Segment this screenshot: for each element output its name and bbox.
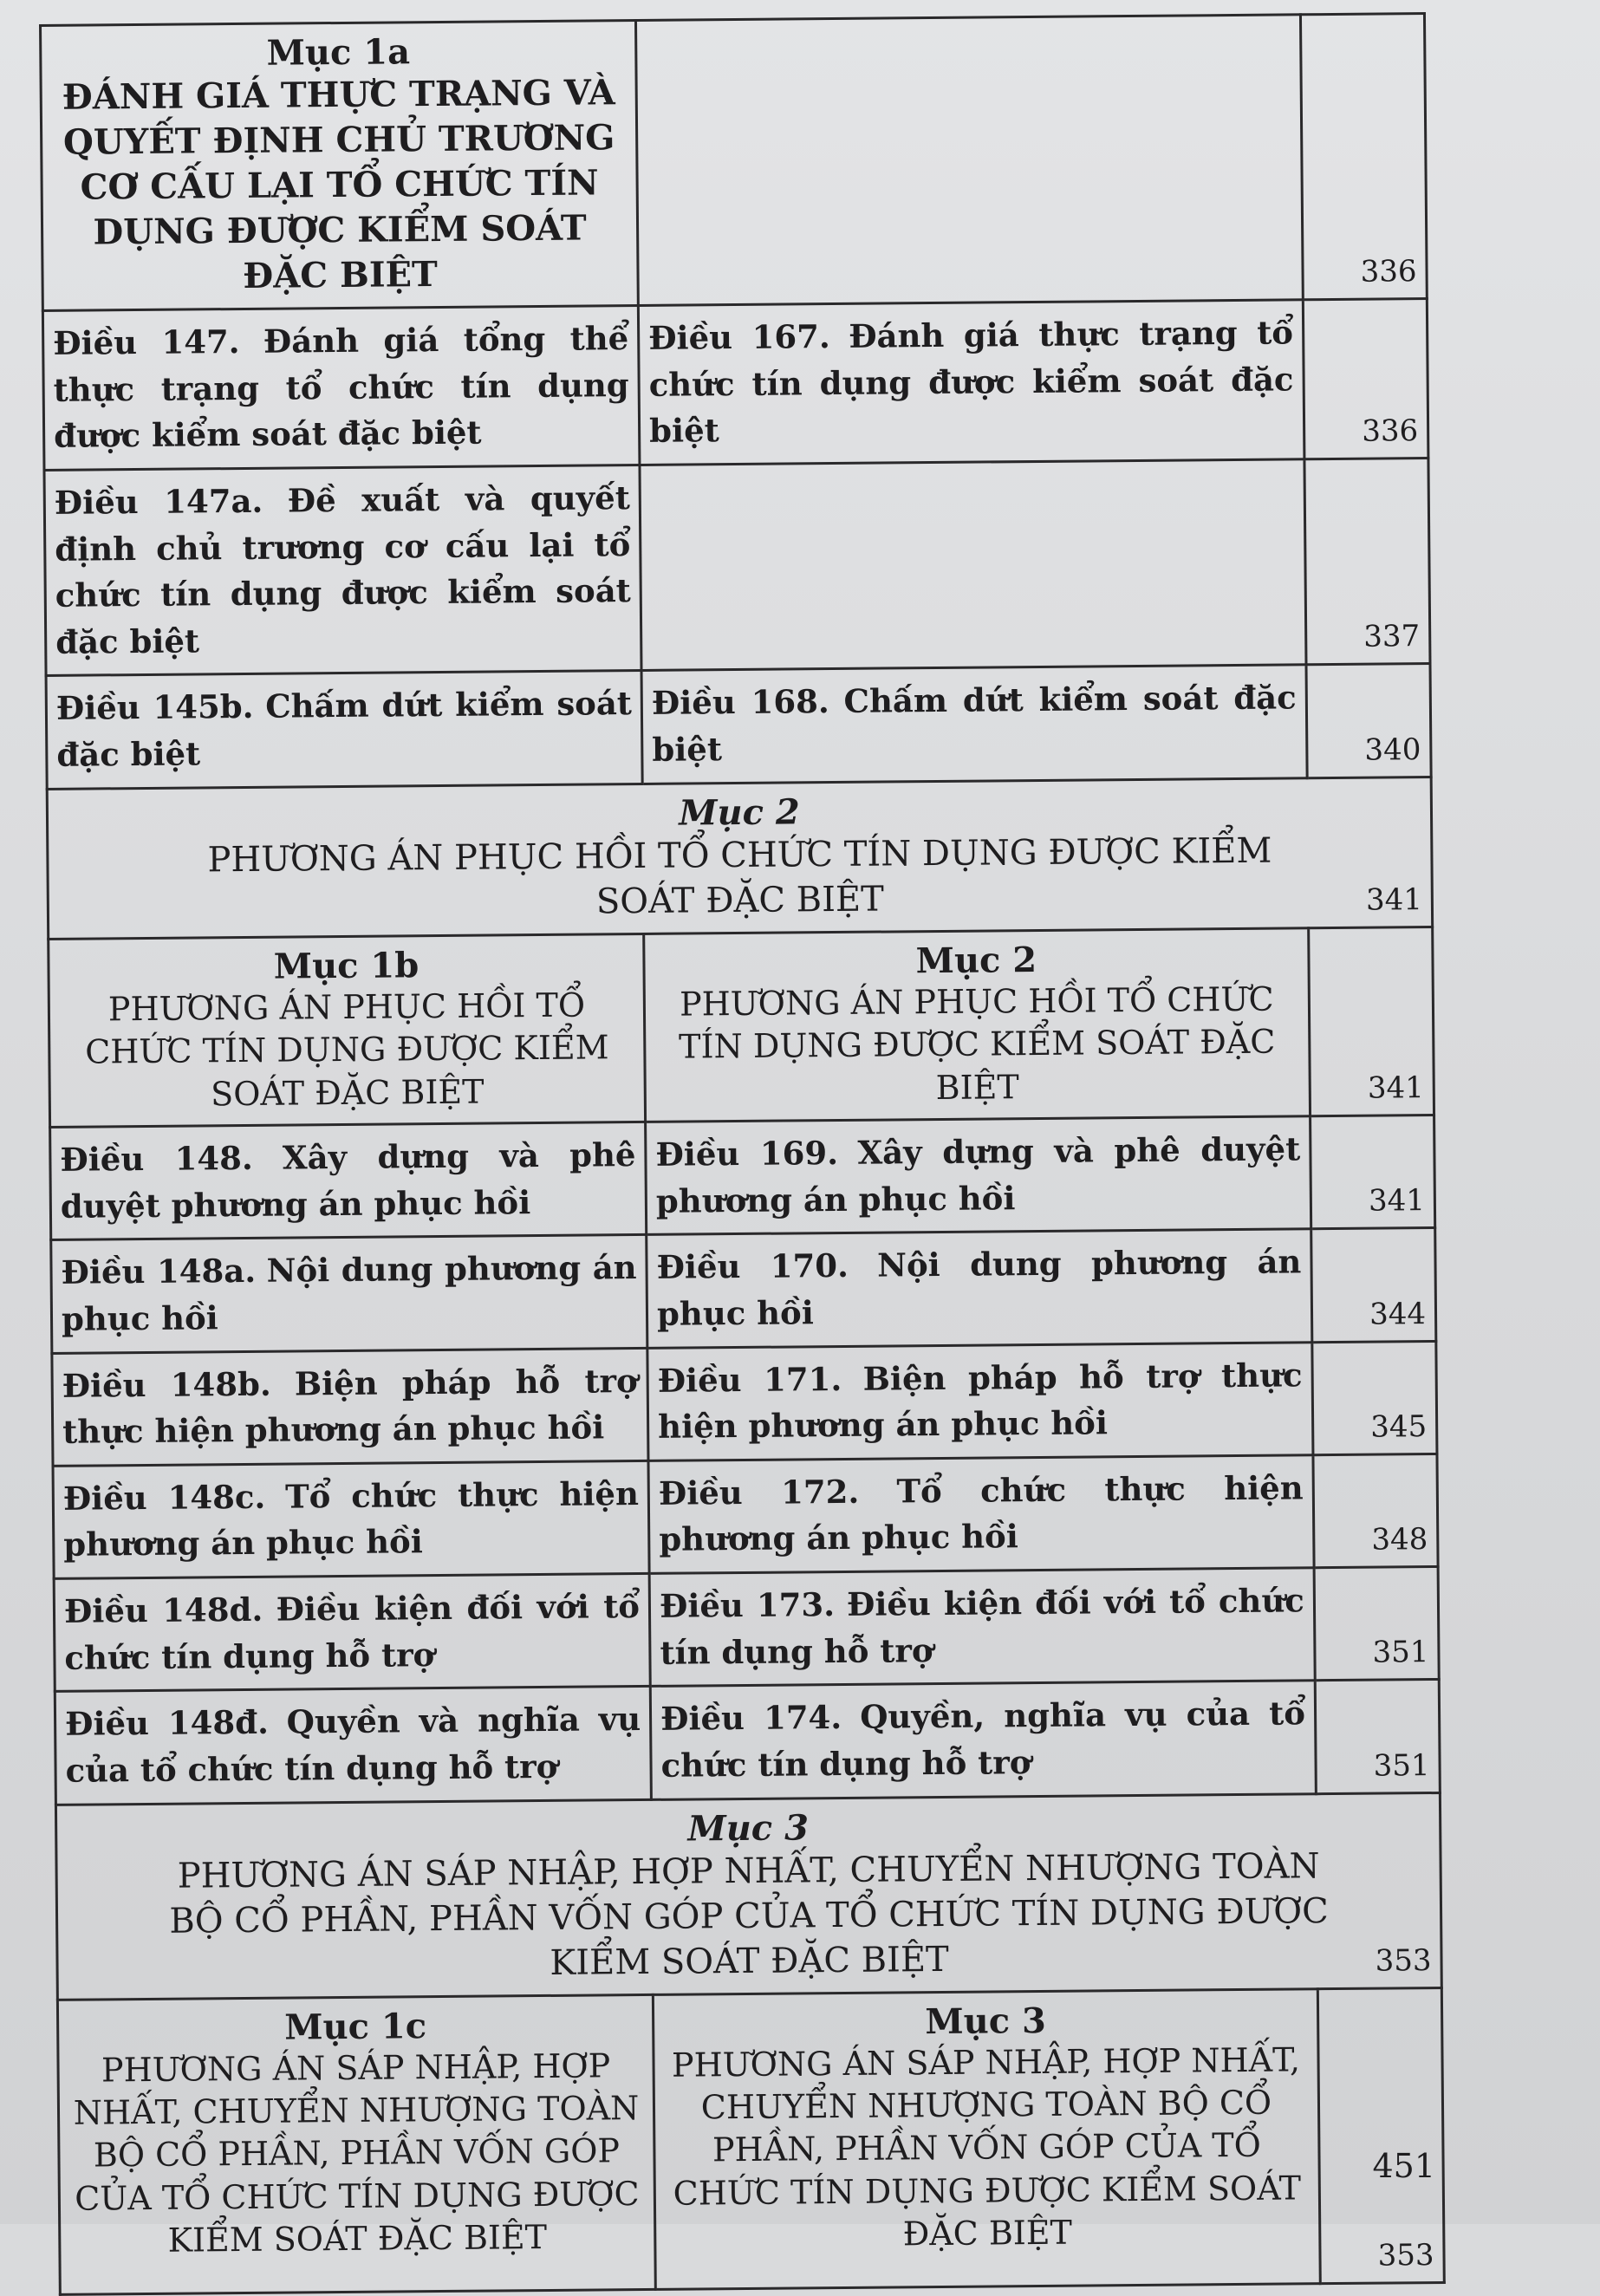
article-title: Nội dung phương án phục hồi (61, 1248, 637, 1338)
article-number: Điều 172. (658, 1472, 860, 1512)
left-article-cell (54, 1573, 650, 1691)
section-label: Mục 1a (266, 31, 411, 74)
page-ref: 348 (1313, 1454, 1438, 1568)
right-section-cell (644, 928, 1311, 1122)
right-article-cell (649, 1568, 1315, 1687)
article-title: Đề xuất và quyết định chủ trương cơ cấu lại tổ chức tín dụng được kiểm soát đặc biệt (55, 478, 631, 661)
page-ref: 353 (1375, 1942, 1432, 1979)
article-title: Điều kiện đối với tổ chức tín dụng hỗ trợ (660, 1581, 1304, 1672)
toc-row-article (51, 1228, 1436, 1353)
article-number: Điều 171. (657, 1359, 842, 1400)
article-title: Tổ chức thực hiện phương án phục hồi (659, 1468, 1304, 1559)
right-article-cell (641, 665, 1307, 784)
spanning-section-cell (47, 777, 1432, 939)
page-number: 451 (1372, 2147, 1435, 2185)
right-article-cell (640, 459, 1306, 671)
article-title: Đánh giá thực trạng tổ chức tín dụng được kiểm soát đặc biệt (648, 313, 1294, 451)
article-title: Biện pháp hỗ trợ thực hiện phương án phục hồi (658, 1355, 1303, 1446)
toc-row-article (52, 1341, 1437, 1466)
article-number: Điều 147a. (54, 481, 263, 522)
comparison-toc-table (39, 12, 1446, 2295)
article-number: Điều 167. (648, 317, 830, 357)
article-number: Điều 148d. (63, 1590, 263, 1630)
page-ref: 336 (1300, 14, 1427, 300)
article-title: Xây dựng và phê duyệt phương án phục hồi (655, 1129, 1301, 1220)
article-number: Điều 148c. (62, 1477, 266, 1518)
right-article-cell (648, 1455, 1314, 1574)
article-number: Điều 174. (660, 1698, 842, 1739)
left-section-cell (49, 933, 646, 1127)
toc-row-article (55, 1680, 1440, 1805)
toc-row-article (53, 1454, 1438, 1578)
article-title: Điều kiện đối với tổ chức tín dụng hỗ trợ (64, 1587, 641, 1677)
article-number: Điều 170. (656, 1246, 849, 1287)
section-label: Mục 1c (284, 2005, 427, 2048)
article-title: Nội dung phương án phục hồi (656, 1242, 1302, 1333)
article-number: Điều 148. (60, 1138, 253, 1179)
article-title: Quyền và nghĩa vụ của tổ chức tín dụng hỗ trợ (65, 1700, 641, 1790)
article-number: Điều 147. (53, 322, 240, 362)
section-title: PHƯƠNG ÁN SÁP NHẬP, HỢP NHẤT, CHUYỂN NHƯỢNG TOÀN BỘ CỔ PHẦN, PHẦN VỐN GÓP CỦA TỔ CHỨC TÍN DỤNG ĐƯỢC KIỂM SOÁT ĐẶC BIỆT (169, 1845, 1329, 1983)
right-article-cell (638, 300, 1304, 465)
left-article-cell (44, 465, 641, 676)
left-article-cell (53, 1460, 649, 1578)
page-ref: 341 (1308, 927, 1434, 1115)
left-article-cell (55, 1687, 651, 1805)
page-ref: 351 (1315, 1680, 1440, 1794)
right-section-cell (653, 1988, 1320, 2289)
right-article-cell (646, 1116, 1311, 1235)
toc-row-section-pair (57, 1987, 1444, 2294)
section-label: Mục 3 (687, 1806, 810, 1850)
article-title: Quyền, nghĩa vụ của tổ chức tín dụng hỗ trợ (660, 1694, 1306, 1785)
left-article-cell (50, 1122, 647, 1239)
page-ref: 353 (1317, 1987, 1444, 2283)
section-title: PHƯƠNG ÁN PHỤC HỒI TỔ CHỨC TÍN DỤNG ĐƯỢC KIỂM SOÁT ĐẶC BIỆT (207, 830, 1272, 922)
article-number: Điều 169. (655, 1133, 839, 1174)
section-title: PHƯƠNG ÁN SÁP NHẬP, HỢP NHẤT, CHUYỂN NHƯỢNG TOÀN BỘ CỔ PHẦN, PHẦN VỐN GÓP CỦA TỔ CHỨC TÍN DỤNG ĐƯỢC KIỂM SOÁT ĐẶC BIỆT (671, 2040, 1302, 2254)
article-number: Điều 148a. (61, 1252, 257, 1292)
section-label: Mục 2 (679, 791, 800, 834)
article-title: Chấm dứt kiểm soát đặc biệt (56, 684, 633, 774)
left-article-cell (52, 1348, 648, 1466)
left-article-cell (42, 305, 640, 470)
section-title: PHƯƠNG ÁN PHỤC HỒI TỔ CHỨC TÍN DỤNG ĐƯỢC KIỂM SOÁT ĐẶC BIỆT (678, 979, 1276, 1107)
left-section-cell (57, 1994, 655, 2294)
page-ref: 341 (1365, 881, 1423, 918)
left-article-cell (51, 1235, 647, 1353)
article-title: Tổ chức thực hiện phương án phục hồi (63, 1473, 640, 1564)
article-number: Điều 148b. (62, 1364, 271, 1405)
right-empty-cell (636, 15, 1304, 306)
toc-row-section-span (55, 1792, 1441, 2000)
spanning-section-cell (55, 1792, 1441, 2000)
article-number: Điều 148đ. (64, 1703, 270, 1744)
section-label: Mục 1b (273, 944, 420, 987)
right-article-cell (647, 1342, 1313, 1460)
toc-row-article (42, 299, 1428, 471)
toc-row-section-pair (49, 927, 1434, 1127)
page-ref: 340 (1306, 664, 1431, 778)
page-ref: 336 (1303, 299, 1428, 459)
page-ref: 351 (1314, 1567, 1439, 1681)
article-title: Xây dựng và phê duyệt phương án phục hồi (60, 1135, 636, 1226)
article-number: Điều 168. (651, 682, 829, 723)
toc-row-article (44, 458, 1430, 675)
page-ref: 344 (1311, 1228, 1436, 1343)
toc-row-article (54, 1567, 1439, 1692)
right-article-cell (647, 1229, 1312, 1348)
toc-row-section-1a (41, 14, 1428, 311)
section-title: PHƯƠNG ÁN PHỤC HỒI TỔ CHỨC TÍN DỤNG ĐƯỢC KIỂM SOÁT ĐẶC BIỆT (85, 985, 609, 1113)
article-title: Đánh giá tổng thể thực trạng tổ chức tín dụng được kiểm soát đặc biệt (53, 319, 629, 456)
page-ref: 337 (1304, 458, 1430, 665)
section-title: ĐÁNH GIÁ THỰC TRẠNG VÀ QUYẾT ĐỊNH CHỦ TRƯƠNG CƠ CẤU LẠI TỔ CHỨC TÍN DỤNG ĐƯỢC KIỂM SOÁT ĐẶC BIỆT (62, 72, 615, 296)
toc-row-article (46, 664, 1431, 789)
page-ref: 345 (1312, 1341, 1437, 1455)
article-title: Chấm dứt kiểm soát đặc biệt (652, 678, 1297, 769)
section-title: PHƯƠNG ÁN SÁP NHẬP, HỢP NHẤT, CHUYỂN NHƯỢNG TOÀN BỘ CỔ PHẦN, PHẦN VỐN GÓP CỦA TỔ CHỨC TÍN DỤNG ĐƯỢC KIỂM SOÁT ĐẶC BIỆT (73, 2046, 640, 2260)
right-article-cell (650, 1681, 1316, 1799)
article-title: Biện pháp hỗ trợ thực hiện phương án phục hồi (62, 1361, 638, 1451)
article-number: Điều 145b. (55, 687, 254, 728)
article-number: Điều 173. (659, 1585, 836, 1625)
left-article-cell (46, 671, 642, 789)
toc-row-article (50, 1115, 1435, 1239)
left-section-cell (41, 20, 639, 310)
section-label: Mục 2 (915, 939, 1037, 981)
section-label: Mục 3 (925, 2000, 1047, 2042)
page-ref: 341 (1310, 1115, 1434, 1229)
toc-row-section-span (47, 777, 1432, 939)
